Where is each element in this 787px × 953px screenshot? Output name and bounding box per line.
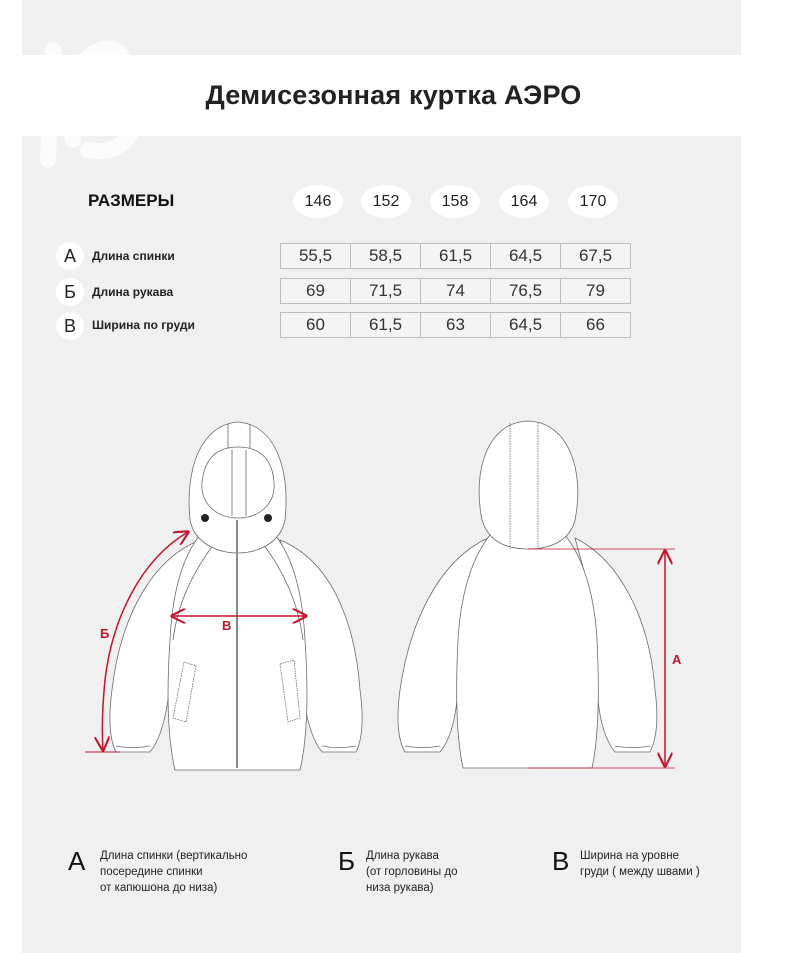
table-cell: 69	[281, 279, 351, 303]
legend-letter: Б	[338, 846, 356, 876]
legend-description	[366, 848, 457, 896]
table-cell: 64,5	[491, 313, 561, 337]
back-body	[457, 535, 599, 768]
sleeve-length-label: Б	[100, 626, 110, 641]
size-pill: 170	[568, 185, 618, 218]
size-pill: 152	[361, 185, 411, 218]
table-cell: 66	[586, 315, 605, 334]
measurement-row	[280, 312, 631, 338]
legend-line: посередине спинки	[100, 866, 203, 878]
drawstring-toggle-left-icon	[201, 514, 209, 522]
row-letter: Б	[56, 278, 84, 306]
table-cell: 71,5	[351, 279, 421, 303]
chest-width-label: В	[222, 618, 232, 633]
table-cell: 60	[281, 313, 351, 337]
table-cell: 76,5	[491, 279, 561, 303]
table-cell: 61,5	[351, 313, 421, 337]
table-cell: 55,5	[281, 244, 351, 268]
legend-line: Ширина на уровне	[580, 850, 679, 862]
legend-description	[580, 848, 700, 880]
table-cell: 79	[586, 281, 605, 300]
back-hood	[479, 421, 578, 549]
row-label: Длина рукава	[92, 285, 174, 299]
size-pill: 146	[293, 185, 343, 218]
legend-line: от капюшона до низа)	[100, 882, 218, 894]
row-label: Длина спинки	[92, 249, 175, 263]
table-cell: 74	[421, 279, 491, 303]
page-title: Демисезонная куртка АЭРО	[205, 80, 582, 110]
row-letter: А	[56, 242, 84, 270]
table-cell: 58,5	[351, 244, 421, 268]
front-jacket-drawing	[110, 422, 362, 770]
table-cell: 63	[421, 313, 491, 337]
table-cell: 61,5	[421, 244, 491, 268]
table-cell: 67,5	[578, 246, 613, 265]
legend-letter: А	[68, 846, 86, 876]
drawstring-toggle-right-icon	[264, 514, 272, 522]
measurement-row	[280, 278, 631, 304]
back-length-label: А	[672, 652, 682, 667]
legend-line: Длина рукава	[366, 850, 439, 862]
legend-letter: В	[552, 846, 570, 876]
legend-line: низа рукава)	[366, 882, 434, 894]
sizes-label: РАЗМЕРЫ	[88, 191, 175, 210]
size-pill: 158	[430, 185, 480, 218]
size-pill: 164	[499, 185, 549, 218]
legend-description	[100, 848, 247, 896]
back-jacket-drawing	[398, 421, 657, 768]
row-label: Ширина по груди	[92, 318, 195, 332]
legend-line: Длина спинки (вертикально	[100, 850, 248, 862]
legend-line: груди ( между швами )	[580, 866, 700, 878]
measurement-row	[280, 243, 631, 269]
jacket-diagram	[0, 400, 787, 800]
row-letter: В	[56, 312, 84, 340]
legend-line: (от горловины до	[366, 866, 458, 878]
table-cell: 64,5	[491, 244, 561, 268]
